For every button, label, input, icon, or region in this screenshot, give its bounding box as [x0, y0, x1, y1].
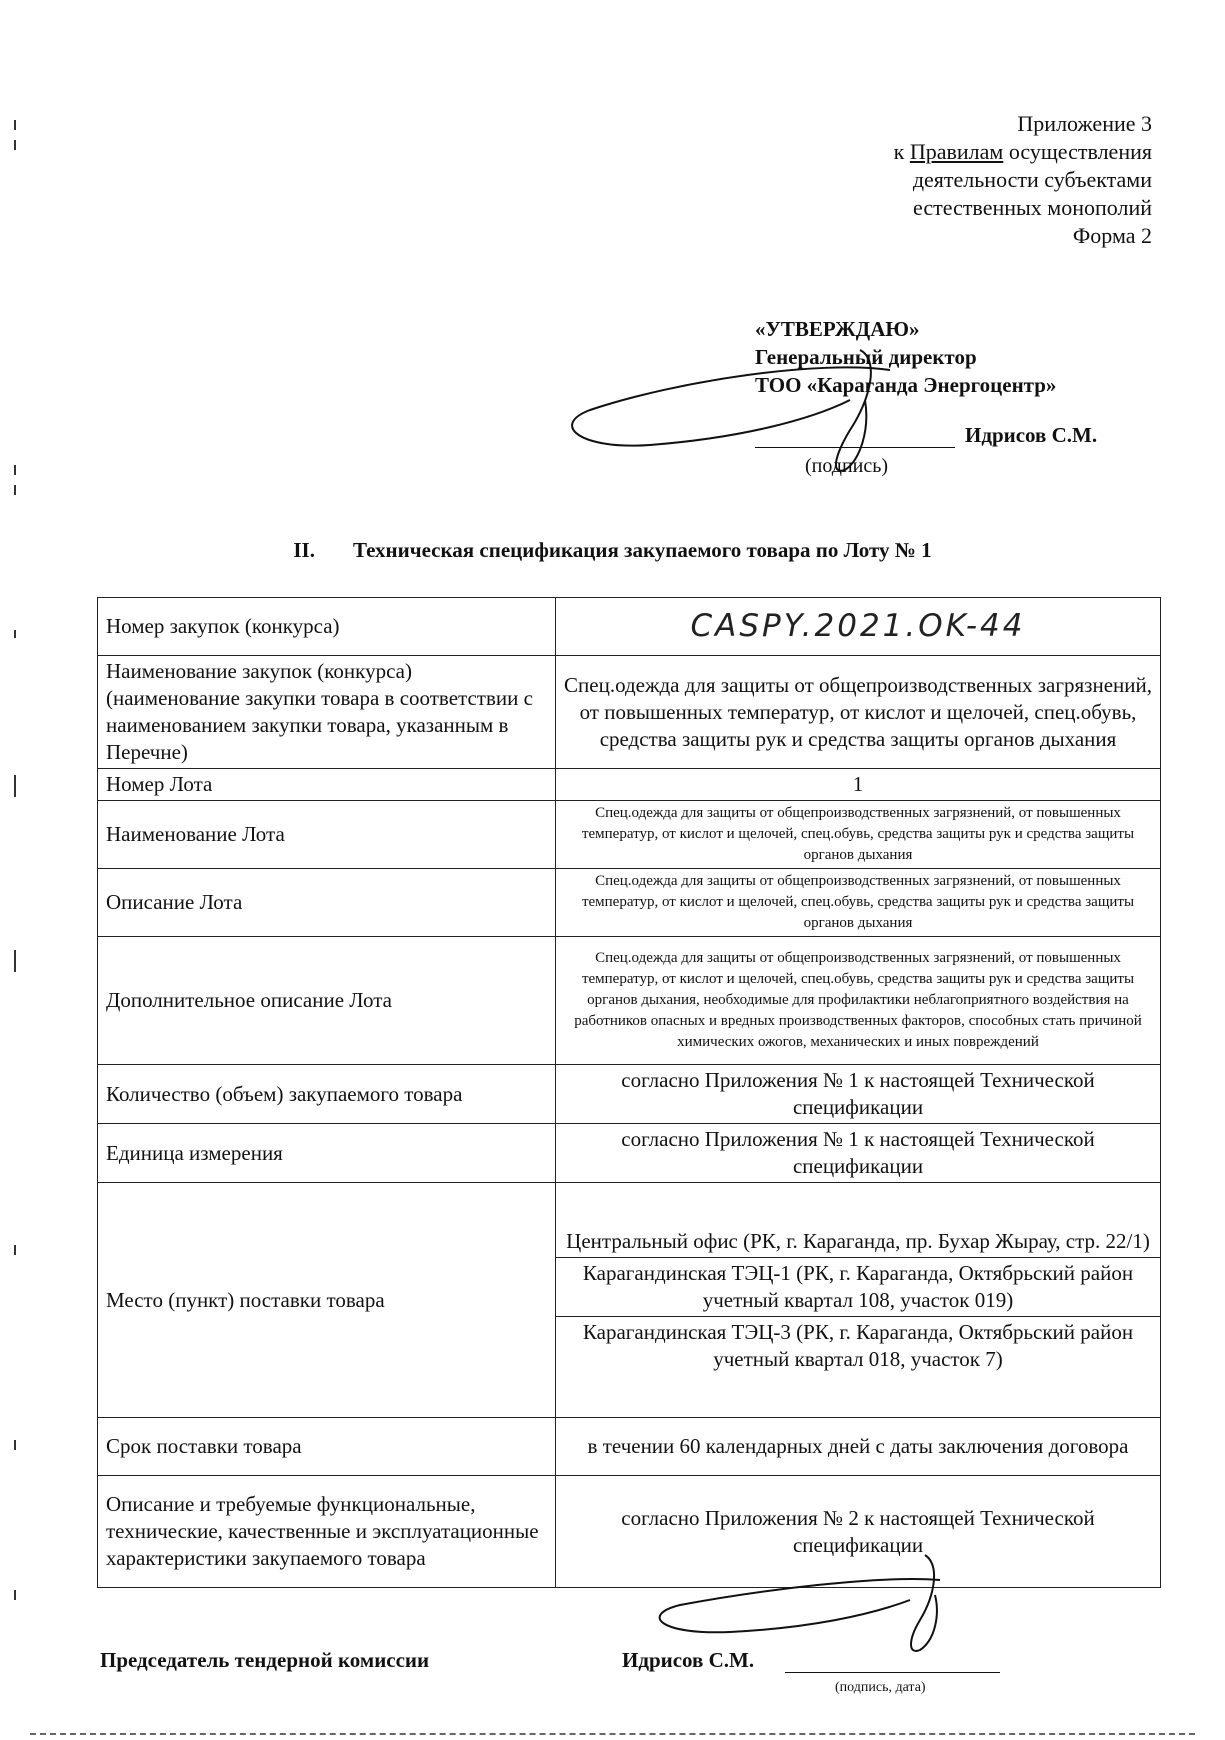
table-row [98, 598, 1161, 656]
procurement-number: CASPY.2021.OK-44 [556, 598, 1161, 656]
appendix-line-4: естественных монополий [913, 195, 1152, 220]
section-number: II. [293, 538, 315, 562]
table-row [98, 1183, 1161, 1418]
row-label: Дополнительное описание Лота [98, 937, 556, 1065]
row-value: Спец.одежда для защиты от общепроизводственных загрязнений, от повышенных температур, от кислот и щелочей, спец.обувь, средства защиты рук и средства защиты органов дыхания [556, 801, 1161, 869]
section-title: Техническая спецификация закупаемого товара по Лоту № 1 [352, 538, 932, 562]
table-row [98, 869, 1161, 937]
row-value: в течении 60 календарных дней с даты заключения договора [556, 1418, 1161, 1476]
row-value: согласно Приложения № 1 к настоящей Технической спецификации [556, 1065, 1161, 1124]
approval-signature-row [755, 423, 1097, 448]
signature-caption: (подпись) [805, 455, 889, 477]
row-value: Спец.одежда для защиты от общепроизводственных загрязнений, от повышенных температур, от кислот и щелочей, спец.обувь, средства защиты рук и средства защиты органов дыхания, необходимые для профилактики неблагоприятного воздействия на работников опасных и вредных производственных факторов, способных стать причиной химических ожогов, механических и иных повреждений [556, 937, 1161, 1065]
appendix-header [732, 110, 1152, 250]
row-value: 1 [556, 769, 1161, 801]
approval-signer: Идрисов С.М. [965, 423, 1098, 447]
row-label: Наименование закупок (конкурса) (наименование закупки товара в соответствии с наименованием закупки товара, указанным в Перечне) [98, 656, 556, 769]
appendix-line-2 [732, 138, 1152, 166]
row-label: Количество (объем) закупаемого товара [98, 1065, 556, 1124]
appendix-prefix: к [893, 139, 910, 164]
table-row [98, 769, 1161, 801]
row-label: Номер закупок (конкурса) [98, 598, 556, 656]
signature-line [785, 1672, 1000, 1673]
scan-edge [30, 1733, 1195, 1735]
table-row [98, 1476, 1161, 1588]
row-value: согласно Приложения № 2 к настоящей Технической спецификации [556, 1476, 1161, 1588]
chairman-title: Председатель тендерной комиссии [100, 1648, 430, 1672]
approval-title: «УТВЕРЖДАЮ» [755, 317, 920, 341]
row-label: Описание и требуемые функциональные, технические, качественные и эксплуатационные характеристики закупаемого товара [98, 1476, 556, 1588]
row-label: Описание Лота [98, 869, 556, 937]
delivery-place: Карагандинская ТЭЦ-1 (РК, г. Караганда, Октябрьский район учетный квартал 108, участок 019) [556, 1258, 1160, 1317]
table-row [98, 656, 1161, 769]
row-value: Спец.одежда для защиты от общепроизводственных загрязнений, от повышенных температур, от кислот и щелочей, спец.обувь, средства защиты рук и средства защиты органов дыхания [556, 656, 1161, 769]
table-row [98, 1418, 1161, 1476]
signature-line [755, 425, 955, 448]
row-label: Срок поставки товара [98, 1418, 556, 1476]
rules-link[interactable]: Правилам [909, 139, 1004, 164]
row-value: согласно Приложения № 1 к настоящей Технической спецификации [556, 1124, 1161, 1183]
appendix-line-1: Приложение 3 [1017, 111, 1152, 136]
chairman-name: Идрисов С.М. [622, 1648, 755, 1672]
signature-date-caption: (подпись, дата) [835, 1680, 926, 1695]
footer-signature [100, 1648, 1000, 1695]
row-label: Номер Лота [98, 769, 556, 801]
table-row [98, 937, 1161, 1065]
appendix-form: Форма 2 [1072, 223, 1152, 248]
row-value: Спец.одежда для защиты от общепроизводственных загрязнений, от повышенных температур, от кислот и щелочей, спец.обувь, средства защиты рук и средства защиты органов дыхания [556, 869, 1161, 937]
row-label: Наименование Лота [98, 801, 556, 869]
scan-margin-marks [14, 0, 18, 1740]
delivery-place: Карагандинская ТЭЦ-3 (РК, г. Караганда, Октябрьский район учетный квартал 018, участок 7) [582, 1319, 1134, 1371]
appendix-suffix: осуществления [1003, 139, 1152, 164]
row-label: Место (пункт) поставки товара [98, 1183, 556, 1418]
section-heading [0, 538, 1225, 563]
table-row [98, 1124, 1161, 1183]
table-row [98, 801, 1161, 869]
delivery-places [556, 1183, 1161, 1418]
row-label: Единица измерения [98, 1124, 556, 1183]
delivery-place: Центральный офис (РК, г. Караганда, пр. Бухар Жырау, стр. 22/1) [556, 1226, 1160, 1258]
approval-block [755, 315, 1155, 399]
approval-company: ТОО «Караганда Энергоцентр» [755, 373, 1057, 397]
appendix-line-3: деятельности субъектами [912, 167, 1152, 192]
spec-table [97, 597, 1161, 1588]
approval-position: Генеральный директор [755, 345, 977, 369]
table-row [98, 1065, 1161, 1124]
